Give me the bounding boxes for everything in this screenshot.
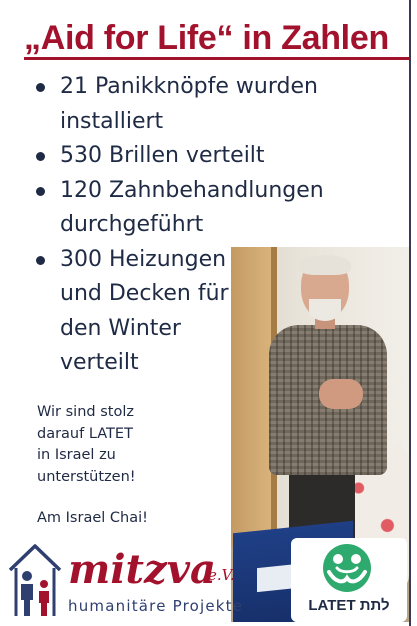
mitzva-tagline: humanitäre Projekte xyxy=(68,597,244,615)
closing-line: Am Israel Chai! xyxy=(37,510,148,526)
note-line: darauf LATET xyxy=(37,425,133,442)
stat-item-glasses xyxy=(30,139,330,174)
photo-hands xyxy=(319,379,363,409)
latet-label-latin: LATET xyxy=(308,597,356,614)
page-title: „Aid for Life“ in Zahlen xyxy=(24,19,389,57)
note-line: unterstützen! xyxy=(37,468,136,485)
latet-label-hebrew: לתת xyxy=(359,597,390,614)
stat-text: 21 Panikknöpfe wurden xyxy=(60,74,318,99)
support-note xyxy=(37,402,207,488)
stat-item-dental xyxy=(30,174,330,243)
photo-hair xyxy=(299,255,351,275)
mitzva-logo-suffix: e.V. xyxy=(208,566,235,584)
stat-text: und Decken für xyxy=(60,281,229,306)
note-line: in Israel zu xyxy=(37,447,116,463)
bullet-dot-icon xyxy=(36,187,45,196)
latet-emblem-icon xyxy=(321,542,373,594)
bullet-dot-icon xyxy=(36,256,45,265)
right-edge-rule xyxy=(409,0,411,626)
stat-text: verteilt xyxy=(60,350,139,375)
mitzva-logo-wordmark: mitzva xyxy=(68,546,216,593)
bullet-dot-icon xyxy=(36,152,45,161)
photo-beard xyxy=(309,299,341,321)
stat-text: den Winter xyxy=(60,315,181,341)
stat-text: durchgeführt xyxy=(60,212,204,237)
stat-text: 530 Brillen verteilt xyxy=(60,143,265,168)
bullet-dot-icon xyxy=(36,83,45,92)
title-underline xyxy=(24,57,409,60)
note-line: Wir sind stolz xyxy=(37,404,134,420)
stat-item-panic-buttons xyxy=(30,70,330,139)
latet-logo-text xyxy=(295,596,403,616)
latet-logo xyxy=(291,538,407,622)
stat-text: 120 Zahnbehandlungen xyxy=(60,177,324,203)
stat-text: installiert xyxy=(60,108,164,134)
family-house-icon xyxy=(6,540,64,620)
photo-door xyxy=(231,247,271,547)
stat-text: 300 Heizungen xyxy=(60,246,227,272)
